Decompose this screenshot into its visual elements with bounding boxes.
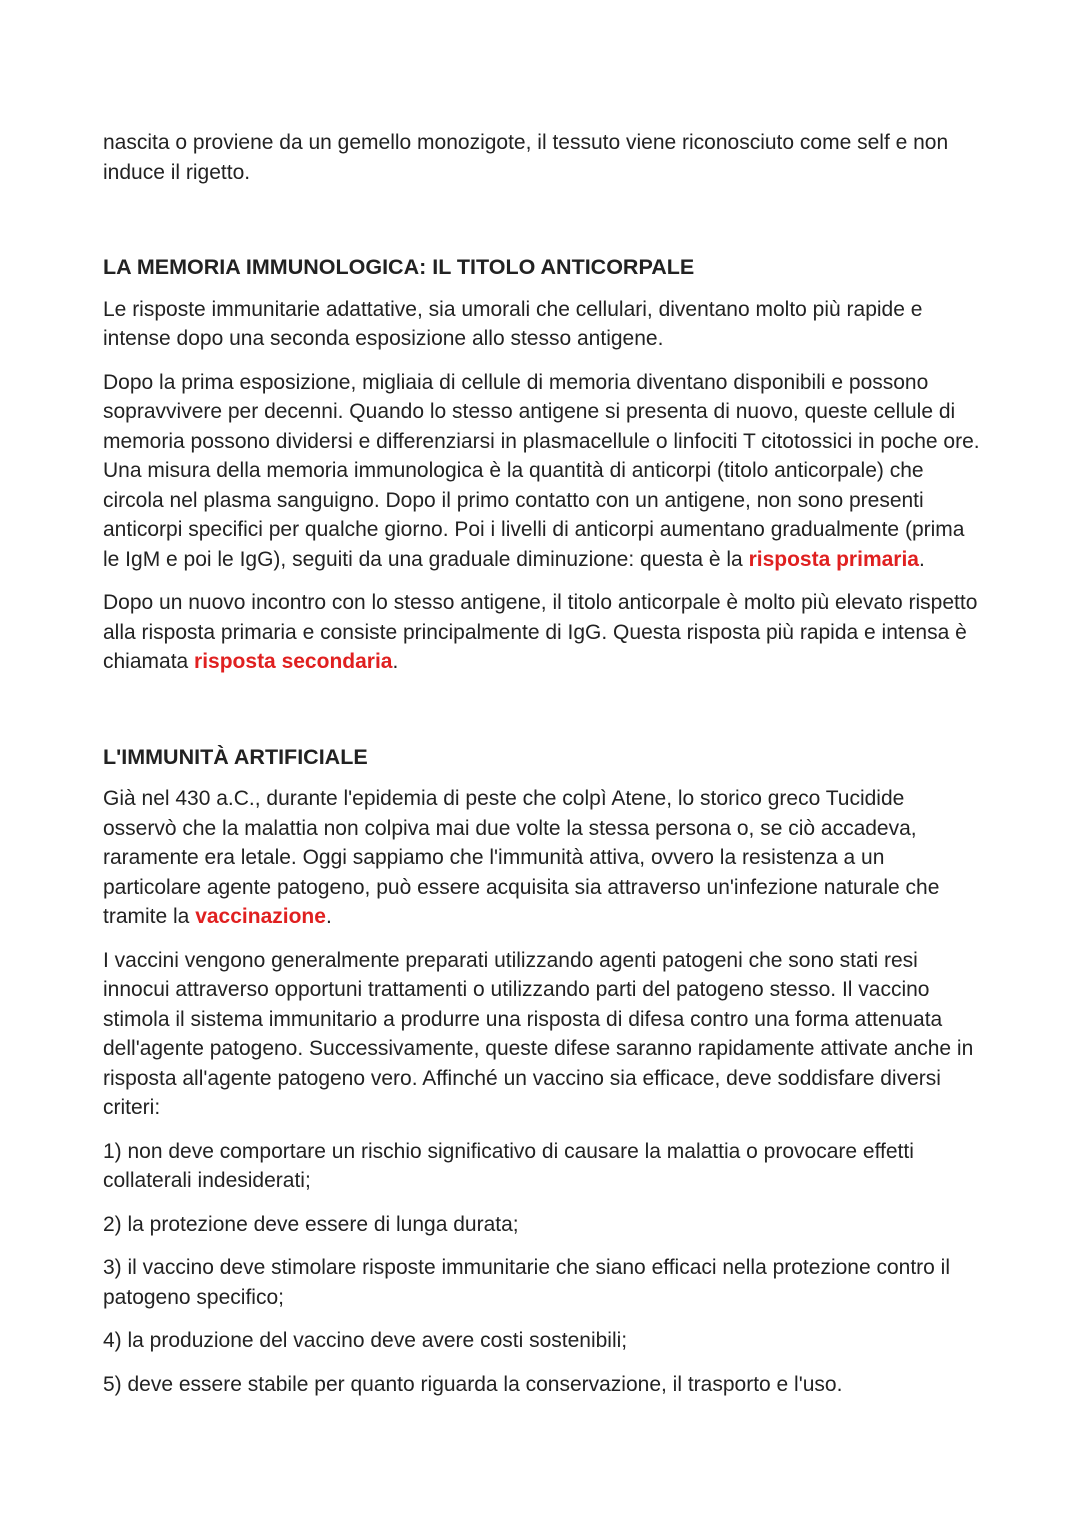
highlight-vaccinazione: vaccinazione <box>195 905 326 928</box>
paragraph-text: Dopo un nuovo incontro con lo stesso antigene, il titolo anticorpale è molto più elevato rispetto alla risposta primaria e consiste principalmente di IgG. Questa risposta più rapida e intensa è chiamata <box>103 591 978 673</box>
section-heading-immunita: L'IMMUNITÀ ARTIFICIALE <box>103 744 368 769</box>
paragraph-memoria-3 <box>103 588 983 677</box>
paragraph-memoria-2 <box>103 368 983 575</box>
section-heading-memoria: LA MEMORIA IMMUNOLOGICA: IL TITOLO ANTICORPALE <box>103 255 695 279</box>
criteria-item-5: 5) deve essere stabile per quanto riguarda la conservazione, il trasporto e l'uso. <box>103 1372 843 1396</box>
paragraph-text: Già nel 430 a.C., durante l'epidemia di peste che colpì Atene, lo storico greco Tucidide osservò che la malattia non colpiva mai due volte la stessa persona o, se ciò accadeva, raramente era letale. Oggi sappiamo che l'immunità attiva, ovvero la resistenza a un particolare agente patogeno, può essere acquisita sia attraverso un'infezione naturale che tramite la <box>103 787 940 928</box>
paragraph-end: . <box>325 905 332 928</box>
criteria-item-4: 4) la produzione del vaccino deve avere costi sostenibili; <box>103 1329 628 1352</box>
highlight-risposta-secondaria: risposta secondaria <box>194 650 393 673</box>
criteria-item-1: 1) non deve comportare un rischio significativo di causare la malattia o provocare effetti collaterali indesiderati; <box>103 1139 914 1192</box>
document-page <box>103 128 983 1413</box>
paragraph-end: . <box>392 650 399 673</box>
paragraph-text: Dopo la prima esposizione, migliaia di cellule di memoria diventano disponibili e possono sopravvivere per decenni. Quando lo stesso antigene si presenta di nuovo, queste cellule di memoria possono dividersi e differenziarsi in plasmacellule o linfociti T citotossici in poche ore. Una misura della memoria immunologica è la quantità di anticorpi (titolo anticorpale) che circola nel plasma sanguigno. Dopo il primo contatto con un antigene, non sono presenti anticorpi specifici per qualche giorno. Poi i livelli di anticorpi aumentano gradualmente (prima le IgM e poi le IgG), seguiti da una graduale diminuzione: questa è la <box>103 370 980 571</box>
criteria-item-2: 2) la protezione deve essere di lunga durata; <box>103 1212 519 1236</box>
paragraph-immunita-1 <box>103 784 983 932</box>
section-spacer <box>103 691 983 743</box>
paragraph-immunita-2: I vaccini vengono generalmente preparati utilizzando agenti patogeni che sono stati resi innocui attraverso opportuni trattamenti o utilizzando parti del patogeno stesso. Il vaccino stimola il sistema immunitario a produrre una risposta di difesa contro una forma attenuata dell'agente patogeno. Successivamente, queste difese saranno rapidamente attivate anche in risposta all'agente patogeno vero. Affinché un vaccino sia efficace, deve soddisfare diversi criteri: <box>103 948 974 1119</box>
paragraph-end: . <box>918 547 925 571</box>
section-spacer <box>103 201 983 253</box>
highlight-risposta-primaria: risposta primaria <box>748 547 919 571</box>
intro-paragraph: nascita o proviene da un gemello monozigote, il tessuto viene riconosciuto come self e non induce il rigetto. <box>103 131 949 184</box>
paragraph-memoria-1: Le risposte immunitarie adattative, sia umorali che cellulari, diventano molto più rapide e intense dopo una seconda esposizione allo stesso antigene. <box>103 297 923 350</box>
criteria-item-3: 3) il vaccino deve stimolare risposte immunitarie che siano efficaci nella protezione contro il patogeno specifico; <box>103 1256 951 1309</box>
